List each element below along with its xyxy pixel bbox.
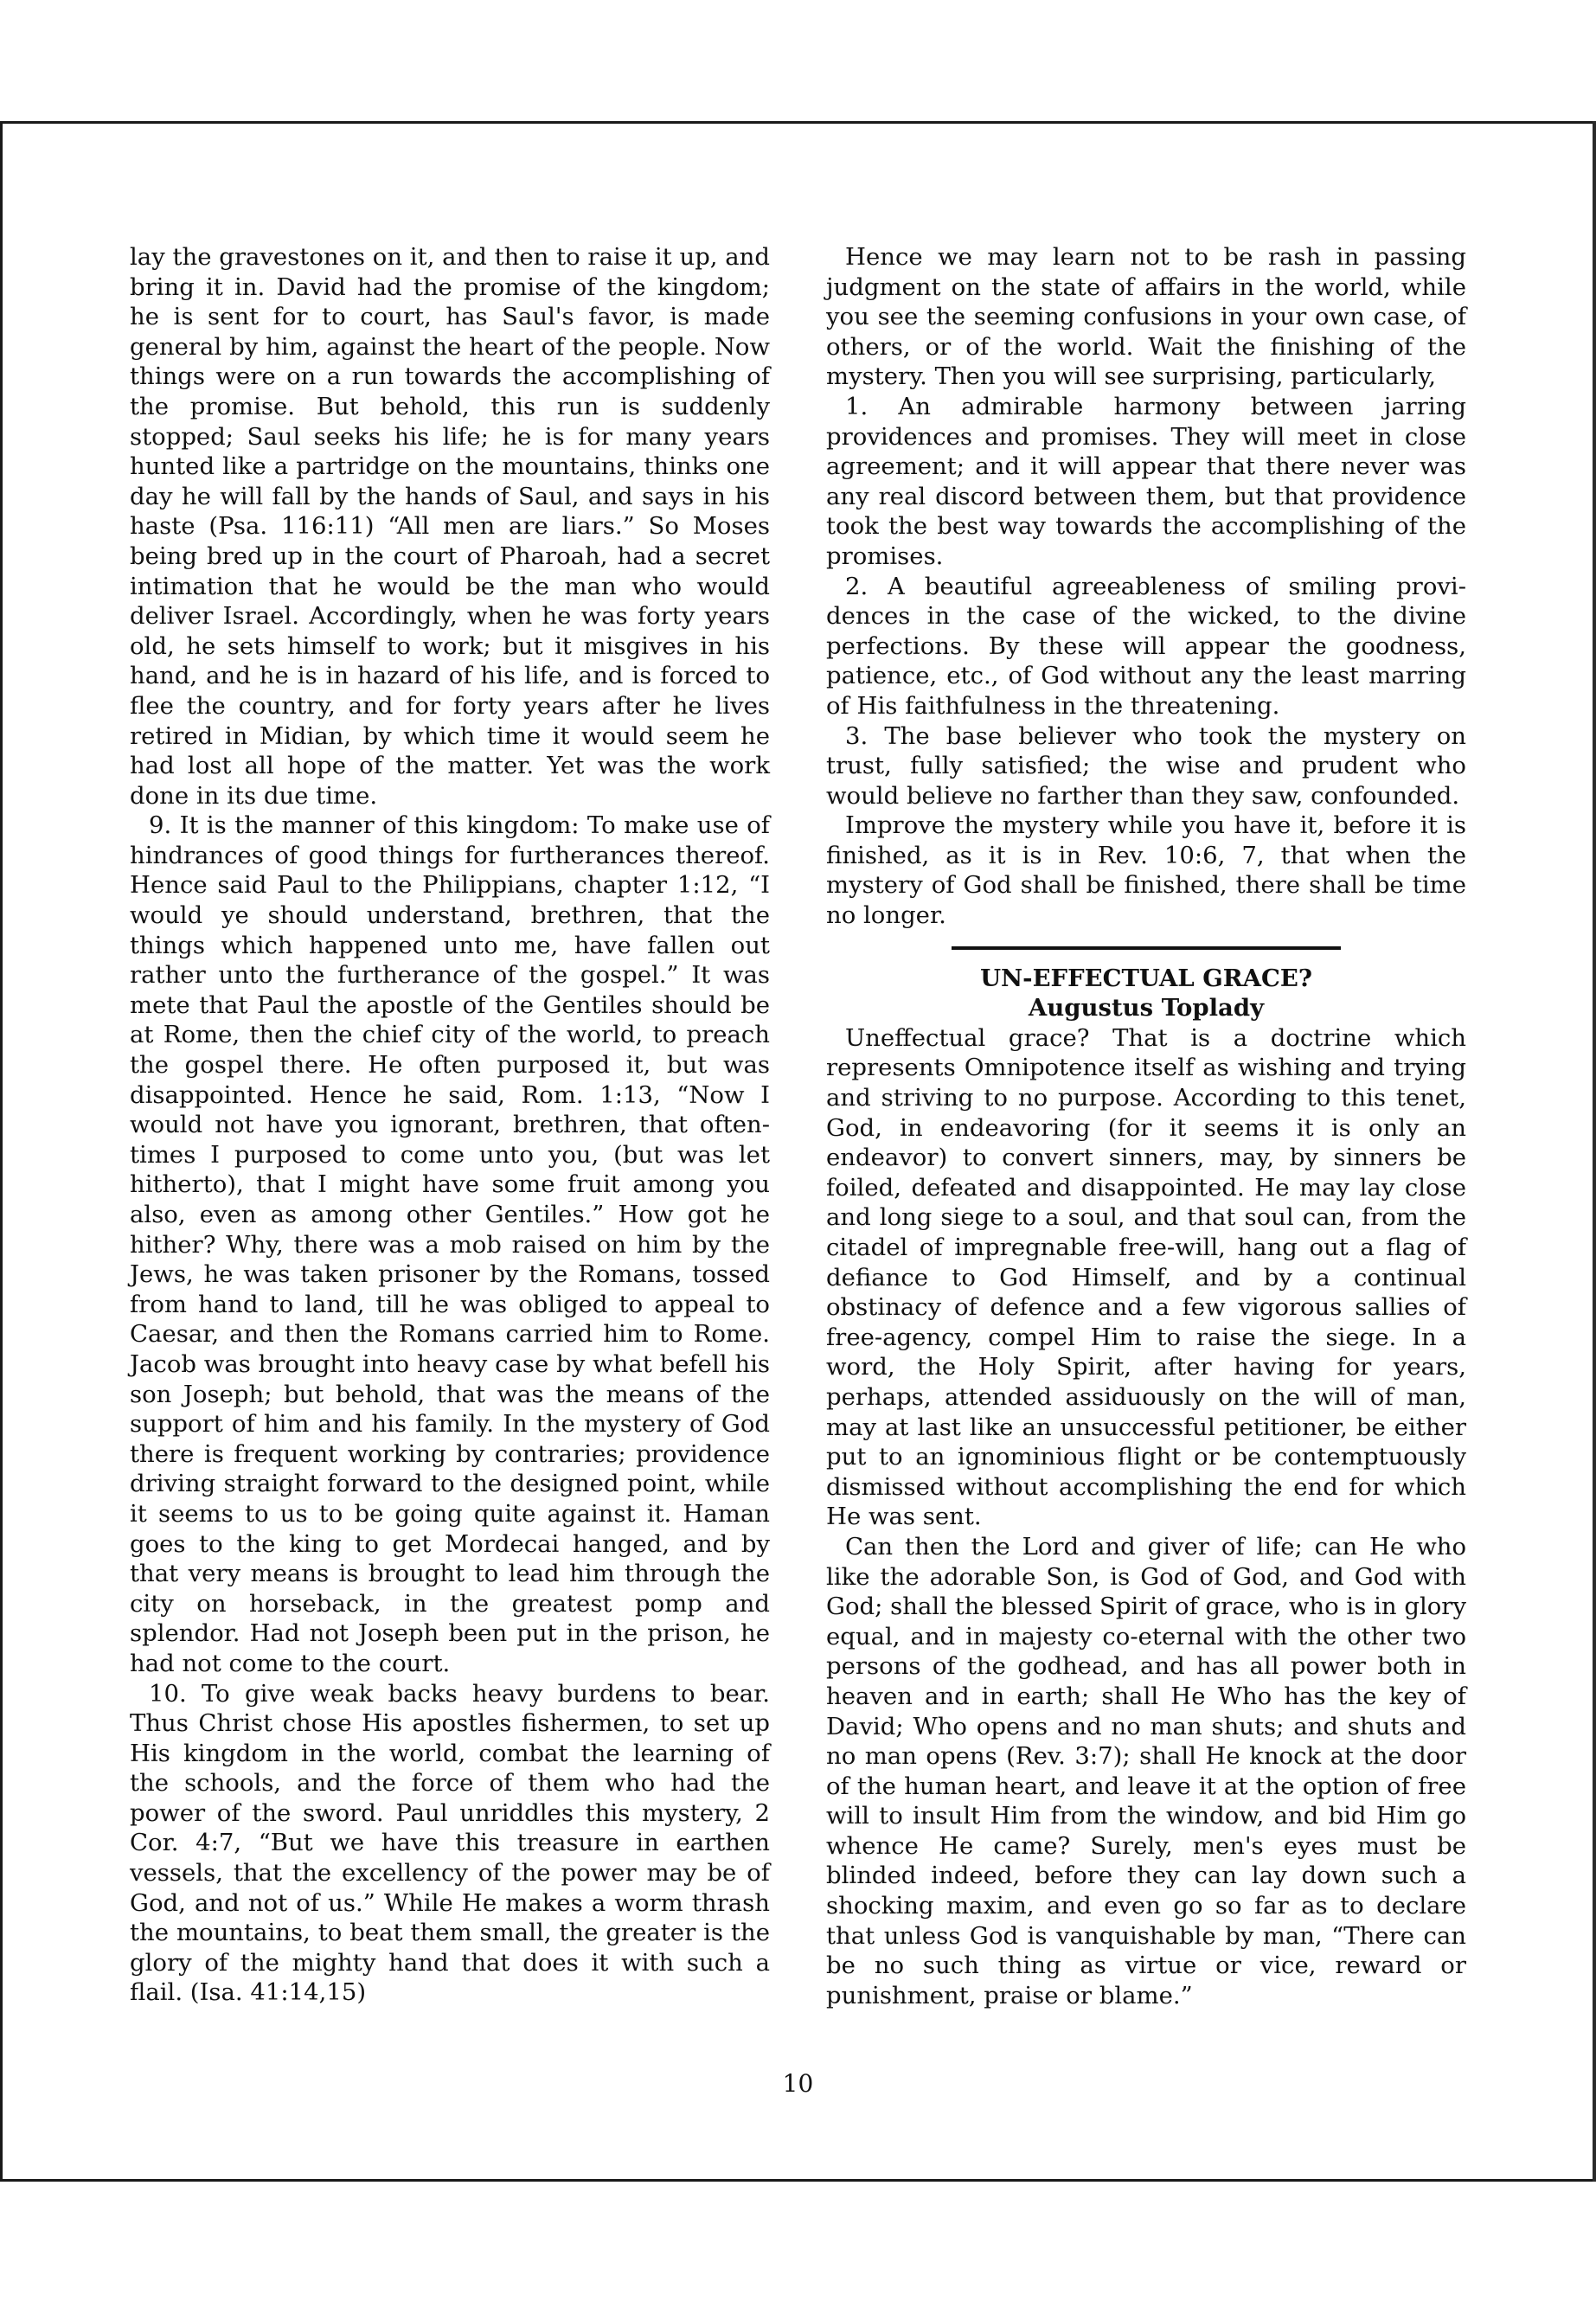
left-paragraph-3: 10. To give weak backs heavy burdens to bear. Thus Christ chose His apostles fishermen, to set up His kingdom in the world, combat the learning of the schools, and the force of them who had the power of the sword. Paul unriddles this mystery, 2 Cor. 4:7, “But we have this treasure in earthen vessels, that the excellency of the power may be of God, and not of us.” While He makes a worm thrash the mountains, to beat them small, the greater is the glory of the mighty hand that does it with such a flail. (Isa. 41:14,15) [130,1679,770,2007]
page-number: 10 [782,2069,814,2098]
right-paragraph-4: 3. The base believer who took the mystery on trust, fully satisfied; the wise and prudent who would believe no farther than they saw, confounded. [826,721,1466,810]
right-paragraph-5: Improve the mystery while you have it, before it is finished, as it is in Rev. 10:6, 7, that when the mystery of God shall be finished, there shall be time no longer. [826,811,1466,930]
right-column [826,242,1466,2010]
right-paragraph-3: 2. A beautiful agreeableness of smiling provi-dences in the case of the wicked, to the divine perfections. By these will appear the goodness, patience, etc., of God without any the least marring of His faithfulness in the threatening. [826,572,1466,720]
left-column [130,242,770,2008]
right-paragraph-2: 1. An admirable harmony between jarring providences and promises. They will meet in close agreement; and it will appear that there never was any real discord between them, but that providence took the best way towards the accomplishing of the promises. [826,392,1466,570]
right-paragraph-7: Can then the Lord and giver of life; can He who like the adorable Son, is God of God, and God with God; shall the blessed Spirit of grace, who is in glory equal, and in majesty co-eternal with the other two persons of the godhead, and has all power both in heaven and in earth; shall He Who has the key of David; Who opens and no man shuts; and shuts and no man opens (Rev. 3:7); shall He knock at the door of the human heart, and leave it at the option of free will to insult Him from the window, and bid Him go whence He came? Surely, men's eyes must be blinded indeed, before they can lay down such a shocking maxim, and even go so far as to declare that unless God is vanquishable by man, “There can be no such thing as virtue or vice, reward or punishment, praise or blame.” [826,1532,1466,2009]
article-author: Augustus Toplady [1028,994,1265,1022]
left-paragraph-2: 9. It is the manner of this kingdom: To make use of hindrances of good things for furtherances thereof. Hence said Paul to the Philippians, chapter 1:12, “I would ye should understand, brethren, that the things which happened unto me, have fallen out rather unto the furtherance of the gospel.” It was mete that Paul the apostle of the Gentiles should be at Rome, then the chief city of the world, to preach the gospel there. He often purposed it, but was disappointed. Hence he said, Rom. 1:13, “Now I would not have you ignorant, brethren, that often-times I purposed to come unto you, (but was let hitherto), that I might have some fruit among you also, even as among other Gentiles.” How got he hither? Why, there was a mob raised on him by the Jews, he was taken prisoner by the Romans, tossed from hand to land, till he was obliged to appeal to Caesar, and then the Romans carried him to Rome. Jacob was brought into heavy case by what befell his son Joseph; but behold, that was the means of the support of him and his family. In the mystery of God there is frequent working by contraries; providence driving straight forward to the designed point, while it seems to us to be going quite against it. Haman goes to the king to get Mordecai hanged, and by that very means is brought to lead him through the city on horseback, in the greatest pomp and splendor. Had not Joseph been put in the prison, he had not come to the court. [130,811,770,1677]
right-paragraph-6: Uneffectual grace? That is a doctrine which represents Omnipotence itself as wishing and trying and striving to no purpose. According to this tenet, God, in endeavoring (for it seems it is only an endeavor) to convert sinners, may, by sinners be foiled, defeated and disappointed. He may lay close and long siege to a soul, and that soul can, from the citadel of impregnable free-will, hang out a flag of defiance to God Himself, and by a continual obstinacy of defence and a few vigorous sallies of free-agency, compel Him to raise the siege. In a word, the Holy Spirit, after having for years, perhaps, attended assiduously on the will of man, may at last like an unsuccessful petitioner, be either put to an ignominious flight or be contemptuously dismissed without accomplishing the end for which He was sent. [826,1023,1466,1531]
scan-edge-right [1593,121,1596,2182]
left-paragraph-1: lay the gravestones on it, and then to raise it up, and bring it in. David had the promise of the kingdom; he is sent for to court, has Saul's favor, is made general by him, against the heart of the people. Now things were on a run towards the accomplishing of the promise. But behold, this run is suddenly stopped; Saul seeks his life; he is for many years hunted like a partridge on the mountains, thinks one day he will fall by the hands of Saul, and says in his haste (Psa. 116:11) “All men are liars.” So Moses being bred up in the court of Pharoah, had a secret intimation that he would be the man who would deliver Israel. Accordingly, when he was forty years old, he sets himself to work; but it misgives in his hand, and he is in hazard of his life, and is forced to flee the country, and for forty years after he lives retired in Midian, by which time it would seem he had lost all hope of the matter. Yet was the work done in its due time. [130,243,770,810]
right-paragraph-1: Hence we may learn not to be rash in passing judgment on the state of affairs in the world, while you see the seeming confusions in your own case, of others, or of the world. Wait the finishing of the mystery. Then you will see surprising, particularly, [826,243,1466,391]
article-title: UN-EFFECTUAL GRACE? [980,964,1312,992]
scan-edge-left [0,121,3,2182]
section-divider [952,946,1341,950]
